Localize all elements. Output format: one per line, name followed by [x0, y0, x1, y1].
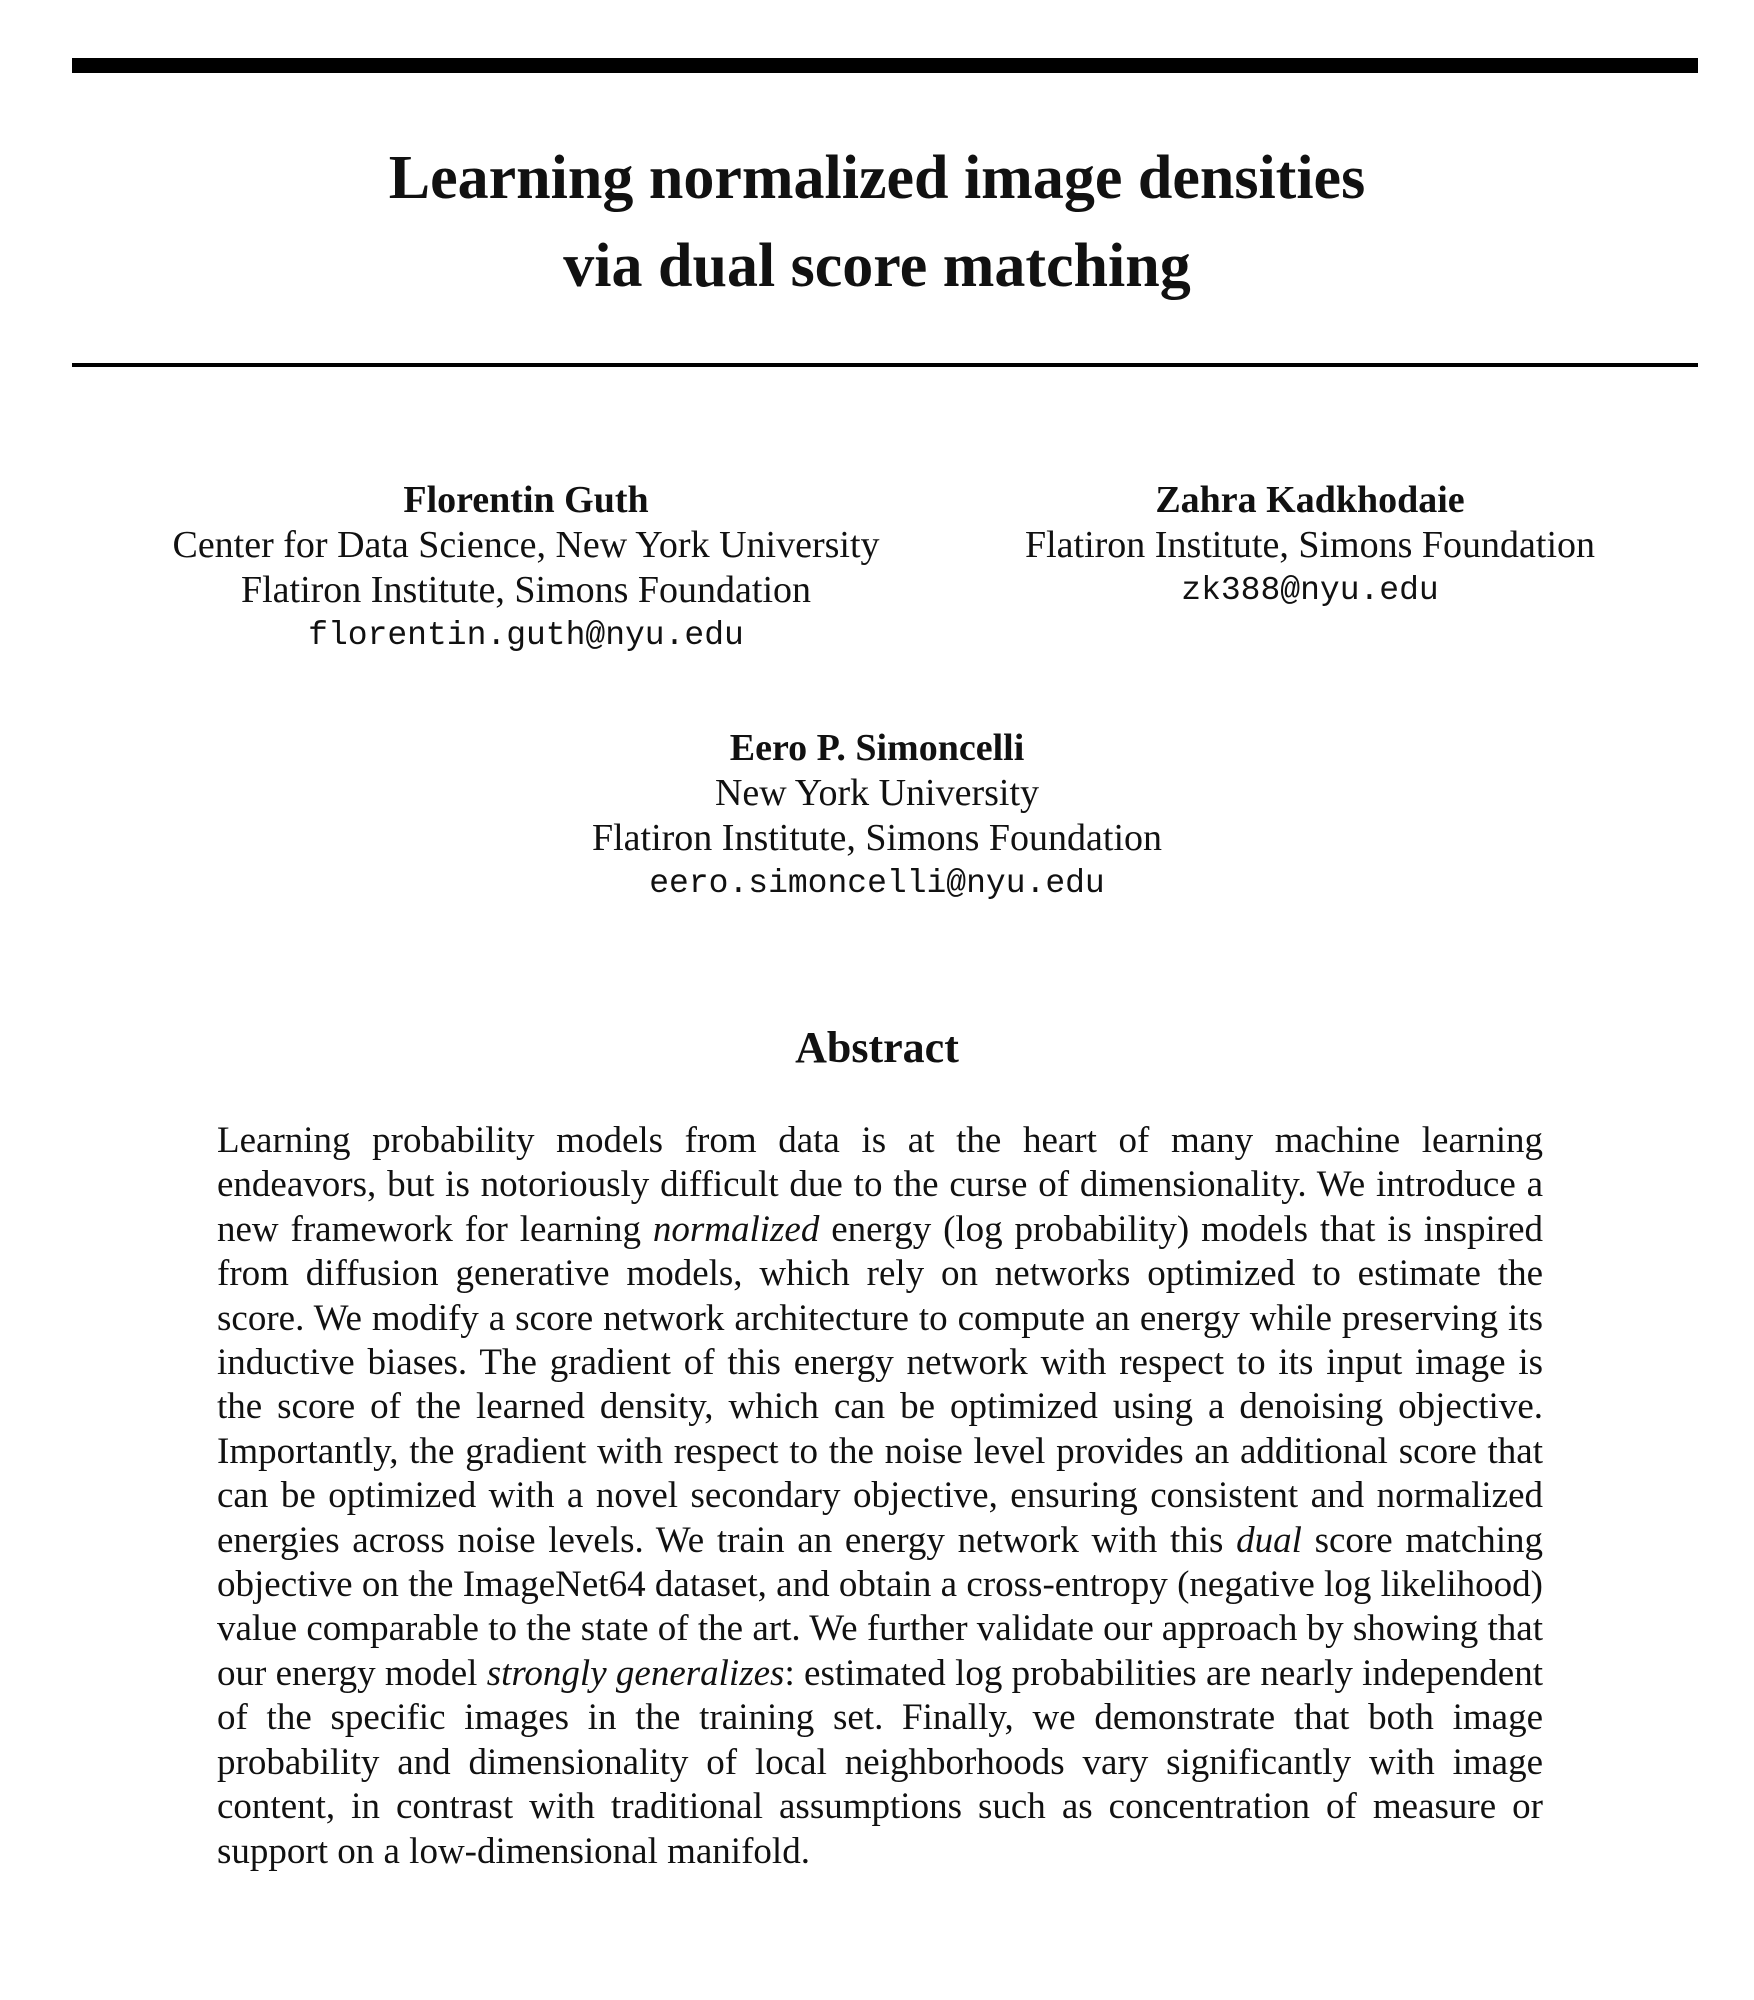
author-email: eero.simoncelli@nyu.edu — [649, 865, 1105, 902]
title-line-2: via dual score matching — [563, 232, 1191, 300]
author-name: Florentin Guth — [403, 479, 649, 521]
top-thick-rule — [72, 58, 1698, 73]
abstract-heading: Abstract — [795, 1023, 959, 1072]
author-name: Zahra Kadkhodaie — [1155, 479, 1465, 521]
author-affiliation: Center for Data Science, New York University — [172, 524, 880, 566]
title-line-1: Learning normalized image densities — [388, 144, 1366, 212]
abstract-text — [217, 1119, 1543, 1874]
abstract-segment: Learning probability models from data is at the heart of many machine learning endeavors, but is notoriously difficult due to the curse of dimensionality. We introduce a new framework for learning — [217, 1120, 1543, 1250]
abstract-emphasis: dual — [1236, 1519, 1302, 1561]
author-affiliation: Flatiron Institute, Simons Foundation — [1024, 524, 1596, 566]
author-block-guth — [126, 478, 926, 658]
abstract-segment: : estimated log probabilities are nearly independent of the specific images in the training set. Finally, we demonstrate that both image probability and dimensionality of local neighborhoods vary significantly with image content, in contrast with traditional assumptions such as concentration of measure or support on a low-dimensional manifold. — [217, 1652, 1543, 1872]
author-block-kadkhodaie — [970, 478, 1650, 613]
abstract-emphasis: normalized — [652, 1208, 820, 1250]
abstract-emphasis: strongly generalizes — [486, 1652, 785, 1694]
title-bottom-rule — [72, 363, 1698, 367]
abstract-segment: score matching objective on the ImageNet64 dataset, and obtain a cross-entropy (negative log likelihood) value comparable to the state of the art. We further validate our approach by showing that our energy model — [217, 1519, 1543, 1694]
abstract-segment: energy (log probability) models that is inspired from diffusion generative models, which rely on networks optimized to estimate the score. We modify a score network architecture to compute an energy while preserving its inductive biases. The gradient of this energy network with respect to its input image is the score of the learned density, which can be optimized using a denoising objective. Importantly, the gradient with respect to the noise level provides an additional score that can be optimized with a novel secondary objective, ensuring consistent and normalized energies across noise levels. We train an energy network with this — [217, 1208, 1543, 1561]
author-name: Eero P. Simoncelli — [729, 727, 1025, 769]
paper-title — [0, 134, 1754, 310]
author-affiliation: New York University — [714, 772, 1040, 814]
author-block-simoncelli — [477, 726, 1277, 906]
author-affiliation: Flatiron Institute, Simons Foundation — [240, 569, 812, 611]
author-affiliation: Flatiron Institute, Simons Foundation — [591, 817, 1163, 859]
author-email: zk388@nyu.edu — [1181, 572, 1439, 609]
author-email: florentin.guth@nyu.edu — [308, 617, 744, 654]
